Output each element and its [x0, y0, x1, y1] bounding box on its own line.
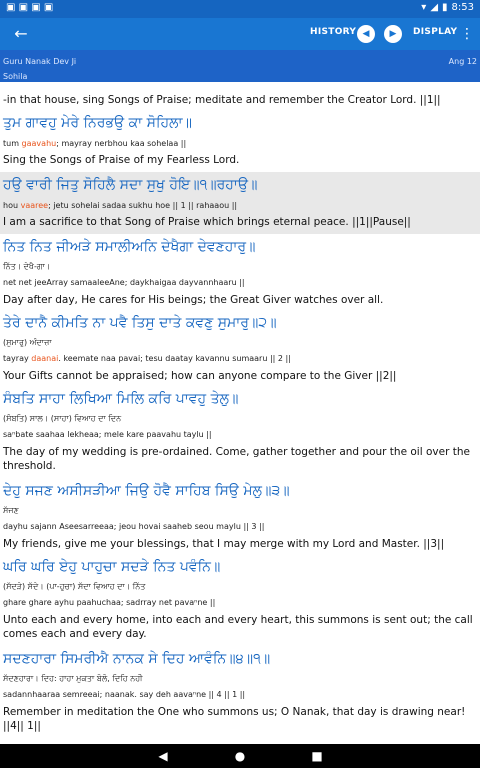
verse-item[interactable] [0, 235, 480, 311]
transliteration: dayhu sajann Aseesarreeaa; jeou hovai saaheb seou maylu || 3 || [3, 522, 265, 531]
transliteration: ghare ghare ayhu paahuchaa; sadrray net pavaⁿne || [3, 598, 216, 607]
back-nav-icon[interactable]: ◀ [158, 749, 168, 763]
verse-item[interactable] [0, 647, 480, 744]
verse-item[interactable] [0, 479, 480, 555]
status-icons-left: ▣ ▣ ▣ ▣ [6, 2, 54, 13]
transliteration: sadannhaaraa semreeai; naanak. say deh aavaⁿne || 4 || 1 || [3, 690, 246, 699]
padarth-note: ਨਿੱਤ। ਦੇਖੈ-ਗਾ। [3, 262, 51, 271]
recents-nav-icon[interactable]: ■ [311, 749, 323, 763]
more-options-icon[interactable]: ⋮ [460, 26, 474, 42]
gurmukhi-line: ਨਿਤ ਨਿਤ ਜੀਅੜੇ ਸਮਾਲੀਅਨਿ ਦੇਖੈਗਾ ਦੇਵਣਹਾਰੁ॥ [3, 239, 256, 255]
english-translation: Unto each and every home, into each and every heart, this summons is sent out; the call comes each and every day. [3, 614, 473, 640]
gurmukhi-line: ਦੇਹੁ ਸਜਣ ਅਸੀਸੜੀਆ ਜਿਉ ਹੋਵੈ ਸਾਹਿਬ ਸਿਉ ਮੇਲੁ॥੩॥ [3, 483, 290, 499]
verse-item[interactable] [0, 555, 480, 647]
battery-icon: ▮ [442, 2, 448, 13]
english-translation: Remember in meditation the One who summons us; O Nanak, that day is drawing near! ||4|| 1|| [3, 706, 466, 732]
verse-item[interactable] [0, 387, 480, 479]
transliteration: tayray daanai. keemate naa pavai; tesu daatay kavannu sumaaru || 2 || [3, 354, 291, 363]
history-button[interactable]: HISTORY [310, 27, 357, 37]
english-translation: Day after day, He cares for His beings; the Great Giver watches over all. [3, 294, 384, 306]
signal-icon: ◢ [430, 2, 439, 13]
english-translation: My friends, give me your blessings, that I may merge with my Lord and Master. ||3|| [3, 538, 445, 550]
padarth-note: ਸੱਜਣ [3, 506, 19, 515]
gurmukhi-line: ਤੇਰੇ ਦਾਨੈ ਕੀਮਤਿ ਨਾ ਪਵੈ ਤਿਸੁ ਦਾਤੇ ਕਵਣੁ ਸੁਮਾਰੁ॥੨॥ [3, 315, 277, 331]
status-time: 8:53 [451, 2, 474, 13]
gurmukhi-line: ਘਰਿ ਘਰਿ ਏਹੁ ਪਾਹੁਚਾ ਸਦੜੇ ਨਿਤ ਪਵੰਨਿ॥ [3, 559, 221, 575]
next-icon[interactable]: ▶ [384, 25, 402, 43]
transliteration: hou vaaree; jetu sohelai sadaa sukhu hoe || 1 || rahaaou || [3, 201, 238, 210]
wifi-icon: ▾ [421, 2, 427, 13]
english-translation: Your Gifts cannot be appraised; how can anyone compare to the Giver ||2|| [3, 370, 397, 382]
gurmukhi-line: ਹਉ ਵਾਰੀ ਜਿਤੁ ਸੋਹਿਲੈ ਸਦਾ ਸੁਖੁ ਹੋਇ॥੧॥ਰਹਾਉ॥ [3, 177, 258, 193]
verse-item[interactable] [0, 311, 480, 387]
padarth-note: ਸੱਦਣਹਾਰਾ। ਦਿਹ: ਹਾਹਾ ਮੁਕਤਾ ਬੋਲੋ, ਦਿਹਿ ਨਹੀ [3, 674, 143, 683]
padarth-note: (ਸੁਮਾਰੁ) ਅੰਦਾਜ਼ਾ [3, 338, 52, 347]
gurmukhi-line: ਸੰਬਤਿ ਸਾਹਾ ਲਿਖਿਆ ਮਿਲਿ ਕਰਿ ਪਾਵਹੁ ਤੇਲੁ॥ [3, 391, 239, 407]
english-translation: Sing the Songs of Praise of my Fearless Lord. [3, 154, 240, 166]
english-translation: The day of my wedding is pre-ordained. Come, gather together and pour the oil over the threshold. [3, 446, 470, 472]
english-translation: -in that house, sing Songs of Praise; meditate and remember the Creator Lord. ||1|| [3, 94, 441, 106]
system-nav-bar [0, 744, 480, 768]
status-bar [0, 0, 480, 18]
transliteration: saⁿbate saahaa lekheaa; mele kare paavahu taylu || [3, 430, 212, 439]
home-nav-icon[interactable]: ● [234, 749, 246, 763]
back-arrow-icon[interactable]: ← [14, 24, 28, 43]
author-label: Guru Nanak Dev Ji [3, 57, 77, 66]
shabad-content[interactable] [0, 82, 480, 744]
display-button[interactable]: DISPLAY [413, 27, 458, 37]
transliteration: net net jeeArray samaaleeAne; daykhaigaa dayvannhaaru || [3, 278, 245, 287]
verse-item-highlighted[interactable] [0, 172, 480, 234]
bani-label: Sohila [3, 72, 28, 81]
status-icons-right [421, 2, 474, 13]
app-bar [0, 18, 480, 50]
gurmukhi-line: ਸਦਣਹਾਰਾ ਸਿਮਰੀਐ ਨਾਨਕ ਸੇ ਦਿਹ ਆਵੰਨਿ॥੪॥੧॥ [3, 651, 271, 667]
ang-label: Ang 12 [448, 57, 477, 66]
previous-icon[interactable]: ◀ [357, 25, 375, 43]
transliteration: tum gaavahu; mayray nerbhou kaa sohelaa || [3, 139, 187, 148]
padarth-note: (ਸੱਦੜੇ) ਸੱਦੇ। (ਪਾ-ਹੁਚਾ) ਸੱਦਾ ਵਿਆਹ ਦਾ। ਨਿੱਤ [3, 582, 146, 591]
sub-header [0, 50, 480, 82]
english-translation: I am a sacrifice to that Song of Praise which brings eternal peace. ||1||Pause|| [3, 216, 411, 228]
verse-item[interactable] [0, 110, 480, 170]
gurmukhi-line: ਤੁਮ ਗਾਵਹੁ ਮੇਰੇ ਨਿਰਭਉ ਕਾ ਸੋਹਿਲਾ॥ [3, 115, 192, 131]
verse-item[interactable] [0, 82, 480, 110]
padarth-note: (ਸੰਬਤਿ) ਸਾਲ। (ਸਾਹਾ) ਵਿਆਹ ਦਾ ਦਿਨ [3, 414, 122, 423]
